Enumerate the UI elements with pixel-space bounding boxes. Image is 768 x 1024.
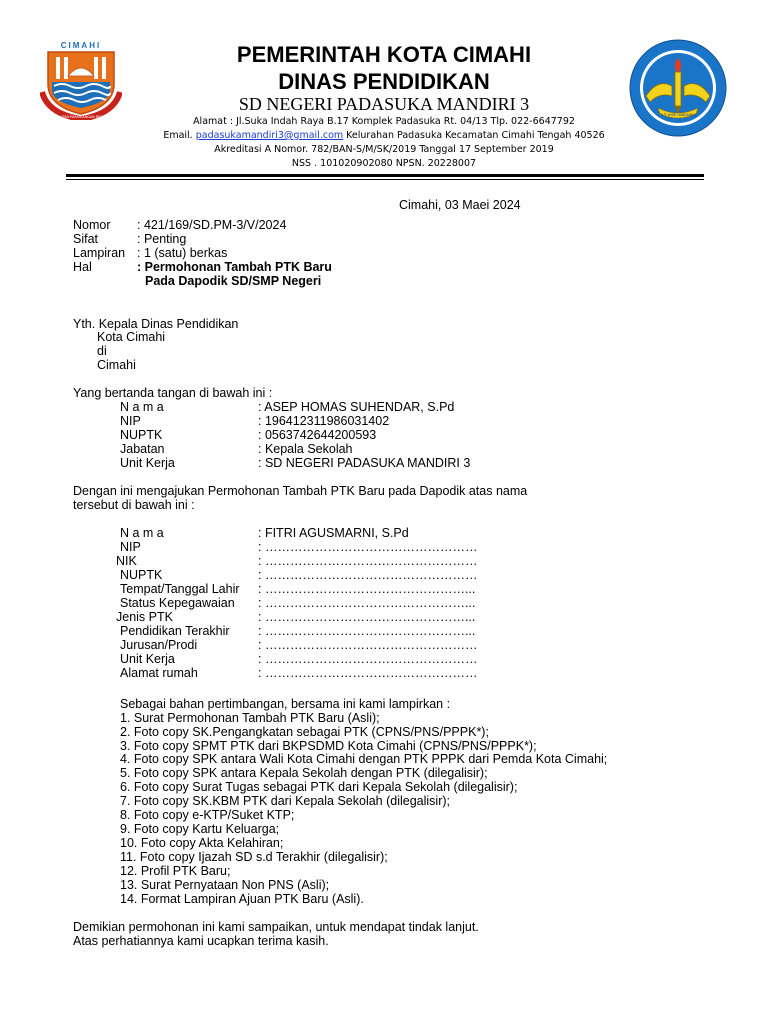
attachment-item: 4. Foto copy SPK antara Wali Kota Cimahi dengan PTK PPPK dari Pemda Kota Cimahi; <box>120 752 608 766</box>
field-value-sifat: : Penting <box>137 232 187 246</box>
ptk-value: : …………………………………………... <box>258 610 476 624</box>
emblem-motto: TUT WURI HANDAYANI <box>660 113 696 117</box>
tut-wuri-handayani-emblem <box>628 38 728 138</box>
ptk-label: Tempat/Tanggal Lahir <box>120 582 240 596</box>
accreditation-line: Akreditasi A Nomor. 782/BAN-S/M/SK/2019 Tanggal 17 September 2019 <box>214 144 554 155</box>
closing-line-2: Atas perhatiannya kami ucapkan terima kasih. <box>73 934 329 948</box>
department-title: DINAS PENDIDIKAN <box>278 69 490 94</box>
signer-value-nip: : 196412311986031402 <box>258 414 390 428</box>
attachment-item: 13. Surat Pernyataan Non PNS (Asli); <box>120 878 330 892</box>
attachment-item: 14. Format Lampiran Ajuan PTK Baru (Asli). <box>120 892 364 906</box>
cimahi-logo-motto: BALUTAN PARAHIANGAN NEGERI <box>53 115 109 119</box>
cimahi-logo-text: CIMAHI <box>60 41 102 50</box>
cimahi-logo <box>40 40 122 120</box>
field-value-nomor: : 421/169/SD.PM-3/V/2024 <box>137 218 287 232</box>
field-label-hal: Hal <box>73 260 92 274</box>
signer-label-nuptk: NUPTK <box>120 428 163 442</box>
email-label: Email. <box>163 130 193 141</box>
recipient-line: Cimahi <box>97 358 136 372</box>
ptk-value: : …………………………………………… <box>258 554 478 568</box>
signer-value-jabatan: : Kepala Sekolah <box>258 442 353 456</box>
field-value-hal: : Permohonan Tambah PTK Baru <box>137 260 332 274</box>
signer-intro: Yang bertanda tangan di bawah ini : <box>73 386 273 400</box>
recipient-line: Kota Cimahi <box>97 330 166 344</box>
ptk-label: NUPTK <box>120 568 163 582</box>
nss-line: NSS . 101020902080 NPSN. 20228007 <box>291 158 477 169</box>
ptk-value: : …………………………………………… <box>258 638 478 652</box>
request-intro-line-1: Dengan ini mengajukan Permohonan Tambah PTK Baru pada Dapodik atas nama <box>73 484 528 498</box>
request-intro-line-2: tersebut di bawah ini : <box>73 498 195 512</box>
signer-label-unit-kerja: Unit Kerja <box>120 456 175 470</box>
ptk-label: Jurusan/Prodi <box>120 638 198 652</box>
field-label-nomor: Nomor <box>73 218 111 232</box>
signer-value-nuptk: : 0563742644200593 <box>258 428 377 442</box>
closing-line-1: Demikian permohonan ini kami sampaikan, untuk mendapat tindak lanjut. <box>73 920 479 934</box>
school-name: SD NEGERI PADASUKA MANDIRI 3 <box>238 94 530 114</box>
ptk-value: : …………………………………………... <box>258 596 476 610</box>
attachment-item: 10. Foto copy Akta Kelahiran; <box>120 836 284 850</box>
ptk-label: Status Kepegawaian <box>120 596 235 610</box>
attachment-item: 12. Profil PTK Baru; <box>120 864 231 878</box>
letter-date: Cimahi, 03 Maei 2024 <box>399 198 521 212</box>
ptk-value: : …………………………………………... <box>258 624 476 638</box>
signer-label-jabatan: Jabatan <box>120 442 165 456</box>
ptk-label: Alamat rumah <box>120 666 198 680</box>
ptk-label: Pendidikan Terakhir <box>120 624 230 638</box>
field-value-lampiran: : 1 (satu) berkas <box>137 246 228 260</box>
ptk-label: NIK <box>116 554 137 568</box>
signer-value-nama: : ASEP HOMAS SUHENDAR, S.Pd <box>258 400 455 414</box>
school-address: Alamat : Jl.Suka Indah Raya B.17 Komplek Padasuka Rt. 04/13 Tlp. 022-6647792 <box>193 116 575 127</box>
field-label-lampiran: Lampiran <box>73 246 126 260</box>
letterhead-rule-thick <box>66 174 704 177</box>
signer-value-unit-kerja: : SD NEGERI PADASUKA MANDIRI 3 <box>258 456 471 470</box>
field-label-sifat: Sifat <box>73 232 99 246</box>
ptk-label: NIP <box>120 540 141 554</box>
attachment-item: 1. Surat Permohonan Tambah PTK Baru (Asli); <box>120 711 380 725</box>
letterhead-rule-thin <box>66 179 704 180</box>
ptk-label: Unit Kerja <box>120 652 175 666</box>
attachment-item: 11. Foto copy Ijazah SD s.d Terakhir (dilegalisir); <box>120 850 388 864</box>
recipient-line: Yth. Kepala Dinas Pendidikan <box>73 317 239 331</box>
government-title: PEMERINTAH KOTA CIMAHI <box>236 42 532 67</box>
attachment-item: 6. Foto copy Surat Tugas sebagai PTK dari Kepala Sekolah (dilegalisir); <box>120 780 518 794</box>
ptk-value: : …………………………………………... <box>258 582 476 596</box>
attachment-item: 8. Foto copy e-KTP/Suket KTP; <box>120 808 295 822</box>
ptk-value: : …………………………………………… <box>258 568 478 582</box>
ptk-value: : …………………………………………… <box>258 652 478 666</box>
signer-label-nama: N a m a <box>120 400 164 414</box>
attachment-item: 3. Foto copy SPMT PTK dari BKPSDMD Kota Cimahi (CPNS/PNS/PPPK*); <box>120 739 537 753</box>
school-email-line <box>130 129 638 143</box>
attachment-item: 9. Foto copy Kartu Keluarga; <box>120 822 280 836</box>
ptk-label: Jenis PTK <box>116 610 173 624</box>
attachment-item: 7. Foto copy SK.KBM PTK dari Kepala Sekolah (dilegalisir); <box>120 794 451 808</box>
ptk-value: : …………………………………………… <box>258 540 478 554</box>
subject-line-2: Pada Dapodik SD/SMP Negeri <box>145 274 322 288</box>
email-suffix: Kelurahan Padasuka Kecamatan Cimahi Tengah 40526 <box>346 130 605 141</box>
attachment-item: 2. Foto copy SK.Pengangkatan sebagai PTK (CPNS/PNS/PPPK*); <box>120 725 489 739</box>
attachments-intro: Sebagai bahan pertimbangan, bersama ini kami lampirkan : <box>120 697 451 711</box>
recipient-line: di <box>97 344 107 358</box>
ptk-label: N a m a <box>120 526 164 540</box>
signer-label-nip: NIP <box>120 414 141 428</box>
ptk-value: : …………………………………………… <box>258 666 478 680</box>
ptk-value: : FITRI AGUSMARNI, S.Pd <box>258 526 409 540</box>
email-link[interactable]: padasukamandiri3@gmail.com <box>195 130 344 141</box>
attachment-item: 5. Foto copy SPK antara Kepala Sekolah dengan PTK (dilegalisir); <box>120 766 488 780</box>
